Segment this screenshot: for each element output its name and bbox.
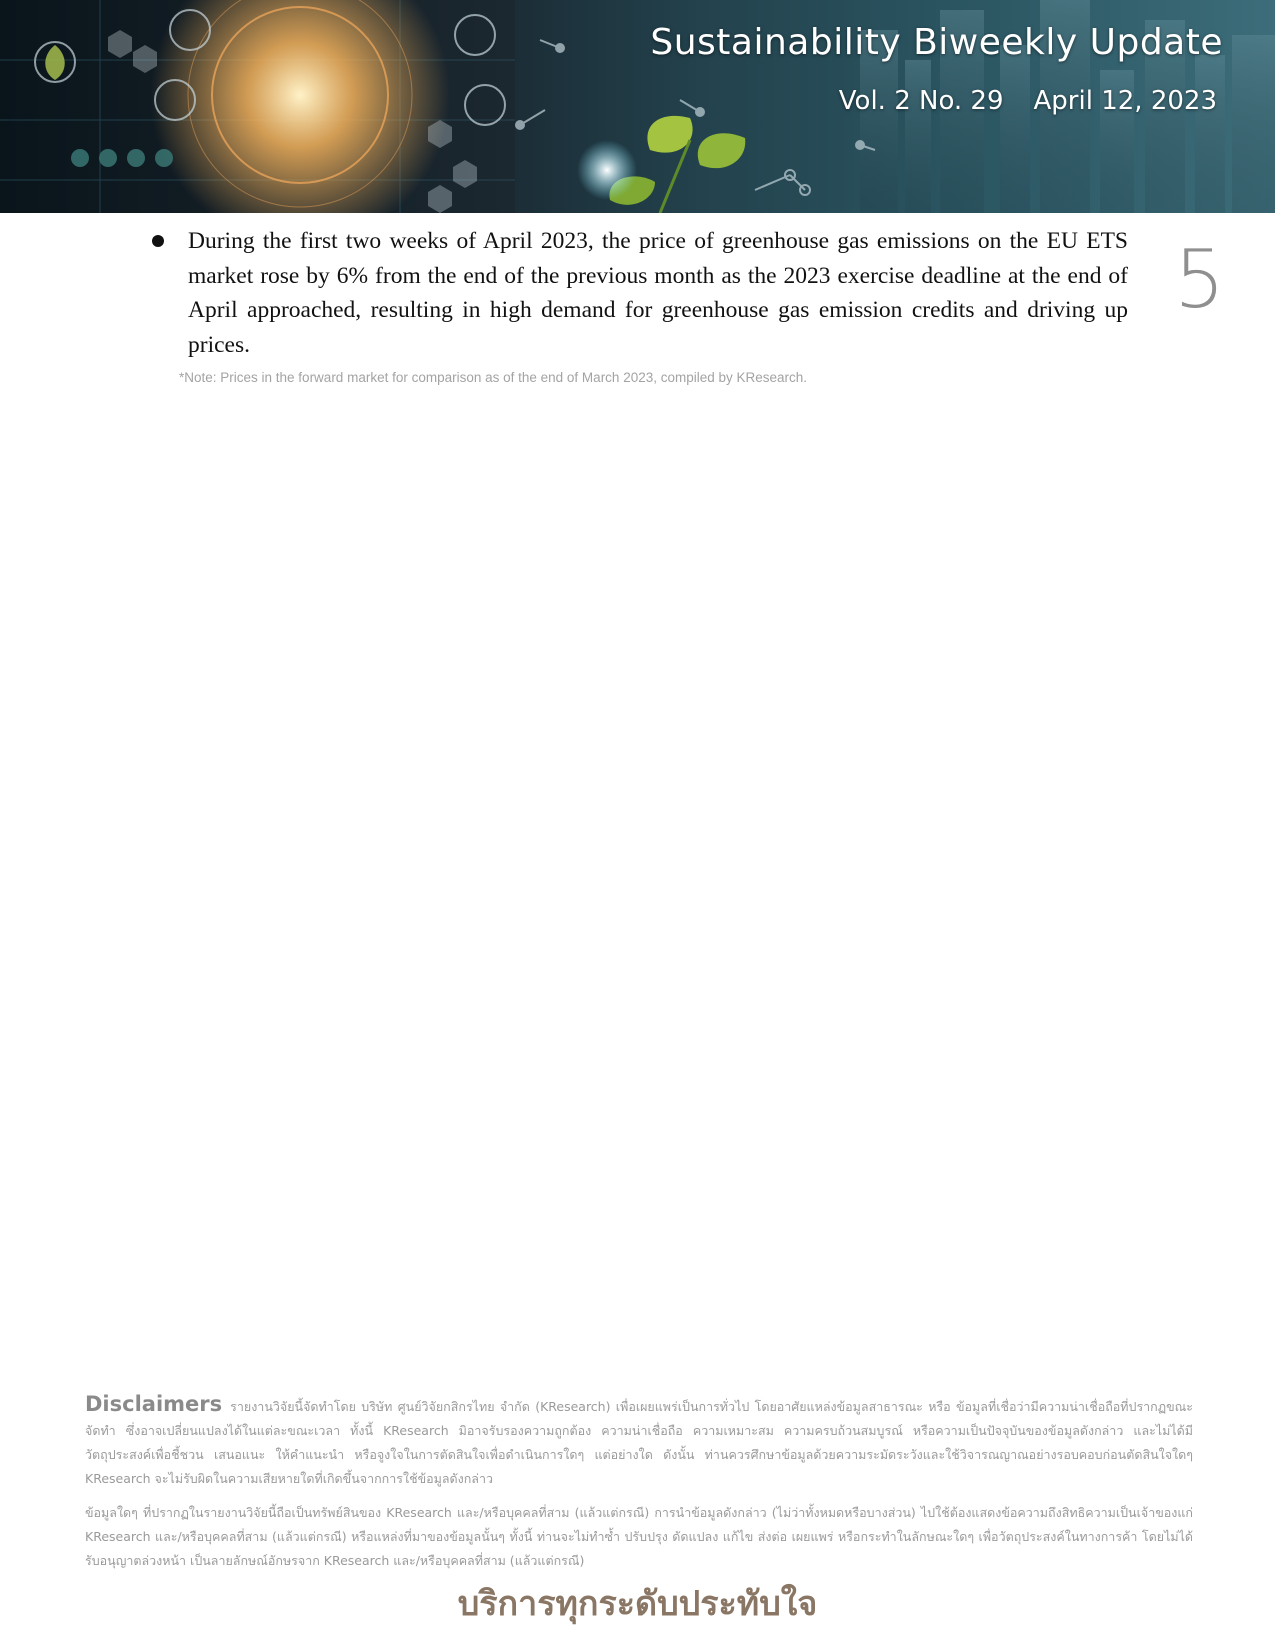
source-note: *Note: Prices in the forward market for comparison as of the end of March 2023, compiled by KResearch. xyxy=(179,370,808,385)
list-item xyxy=(150,224,1128,362)
bullet-text: During the first two weeks of April 2023, the price of greenhouse gas emissions on the EU ETS market rose by 6% from the end of the previous month as the 2023 exercise deadline at the end of April approached, resulting in high demand for greenhouse gas emission credits and driving up prices. xyxy=(188,228,1128,358)
disclaimer-section xyxy=(85,1392,1193,1573)
copyright-text: ข้อมูลใดๆ ที่ปรากฏในรายงานวิจัยนี้ถือเป็นทรัพย์สินของ KResearch และ/หรือบุคคลที่สาม (แล้วแต่กรณี) การนำข้อมูลดังกล่าว (ไม่ว่าทั้งหมดหรือบางส่วน) ไปใช้ต้องแสดงข้อความถึงสิทธิความเป็นเจ้าของแก่ KResearch และ/หรือบุคคลที่สาม (แล้วแต่กรณี) หรือแหล่งที่มาของข้อมูลนั้นๆ ทั้งนี้ ท่านจะไม่ทำซ้ำ ปรับปรุง ดัดแปลง แก้ไข ส่งต่อ เผยแพร่ หรือกระทำในลักษณะใดๆ เพื่อวัตถุประสงค์ในทางการค้า โดยไม่ได้รับอนุญาตล่วงหน้า เป็นลายลักษณ์อักษรจาก KResearch และ/หรือบุคคลที่สาม (แล้วแต่กรณี) xyxy=(85,1505,1193,1568)
bullet-icon xyxy=(152,235,164,247)
volume-number: Vol. 2 No. 29 xyxy=(838,86,1004,116)
slogan: บริการทุกระดับประทับใจ xyxy=(457,1584,818,1624)
issue-info xyxy=(839,86,1217,116)
disclaimer-text: รายงานวิจัยนี้จัดทำโดย บริษัท ศูนย์วิจัยกสิกรไทย จำกัด (KResearch) เพื่อเผยแพร่เป็นการทั่วไป โดยอาศัยแหล่งข้อมูลสาธารณะ หรือ ข้อมูลที่เชื่อว่ามีความน่าเชื่อถือที่ปรากฏขณะจัดทำ ซึ่งอาจเปลี่ยนแปลงได้ในแต่ละขณะเวลา ทั้งนี้ KResearch มิอาจรับรองความถูกต้อง ความน่าเชื่อถือ ความเหมาะสม ความครบถ้วนสมบูรณ์ หรือความเป็นปัจจุบันของข้อมูลดังกล่าว และไม่ได้มีวัตถุประสงค์เพื่อชี้ชวน เสนอแนะ ให้คำแนะนำ หรือจูงใจในการตัดสินใจเพื่อดำเนินการใดๆ แต่อย่างใด ดังนั้น ท่านควรศึกษาข้อมูลด้วยความระมัดระวังและใช้วิจารณญาณอย่างรอบคอบก่อนตัดสินใจใดๆ KResearch จะไม่รับผิดในความเสียหายใดที่เกิดขึ้นจากการใช้ข้อมูลดังกล่าว xyxy=(85,1399,1193,1486)
bullet-list xyxy=(150,224,1128,362)
disclaimer-heading: Disclaimers xyxy=(85,1392,223,1416)
disclaimer-paragraph xyxy=(85,1392,1193,1491)
page-number: 5 xyxy=(1174,233,1225,326)
publication-title: Sustainability Biweekly Update xyxy=(650,22,1223,63)
issue-date: April 12, 2023 xyxy=(1033,86,1217,116)
header-banner xyxy=(0,0,1275,213)
